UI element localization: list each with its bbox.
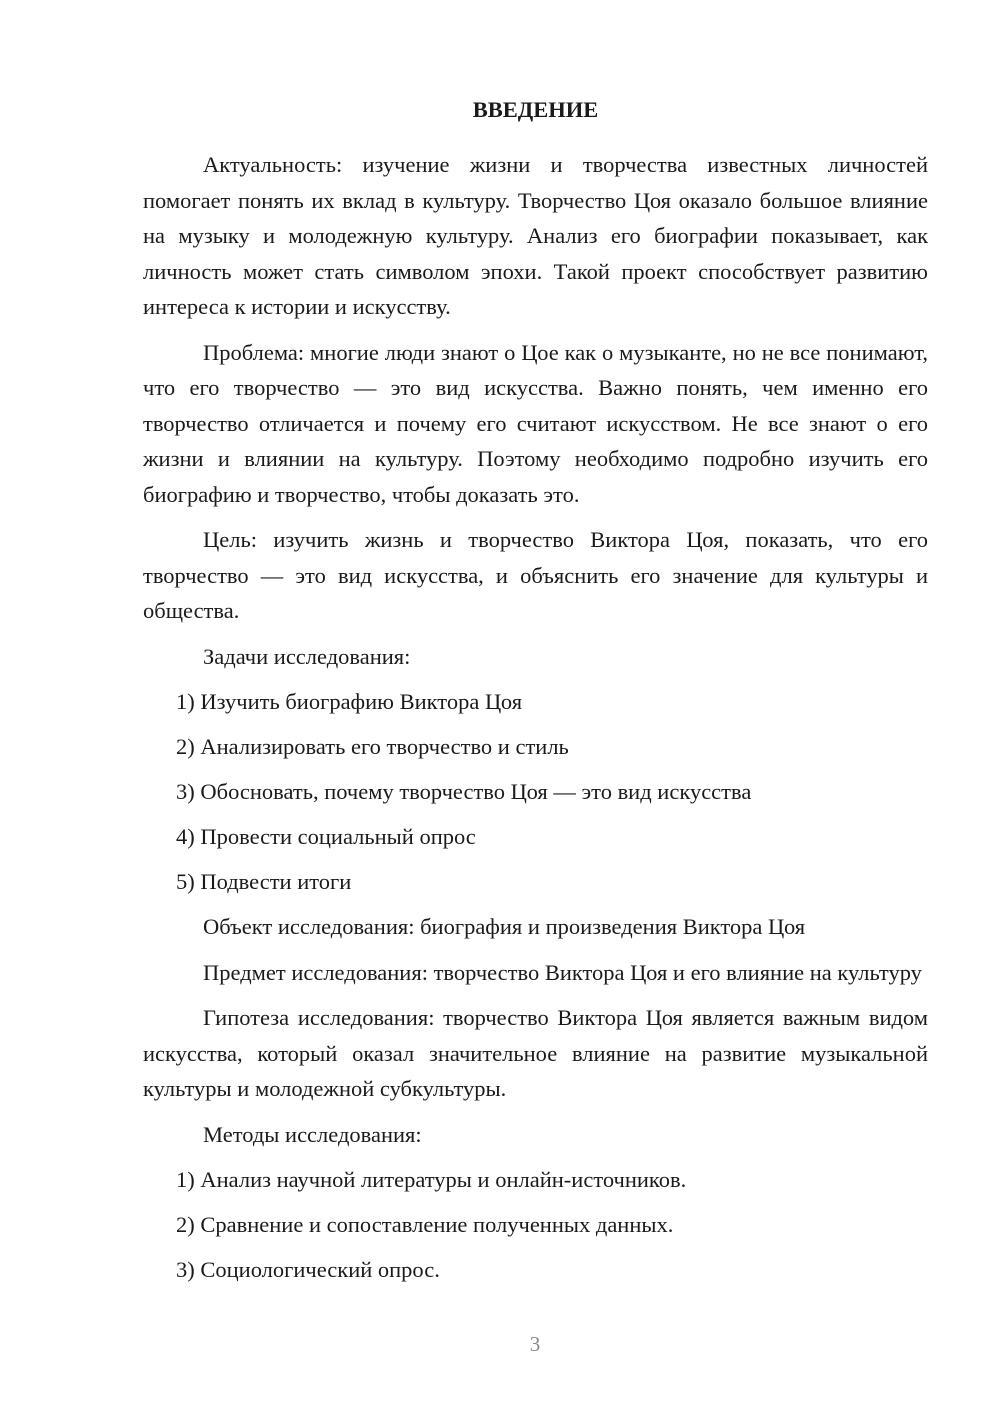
section-title: ВВЕДЕНИЕ <box>472 97 599 122</box>
tasks-list <box>143 684 928 900</box>
task-item: 1) Изучить биографию Виктора Цоя <box>176 689 523 714</box>
method-item: 3) Социологический опрос. <box>176 1257 440 1282</box>
page-number: 3 <box>529 1332 541 1356</box>
object-paragraph: Объект исследования: биография и произведения Виктора Цоя <box>203 914 806 939</box>
page-content <box>143 92 928 1297</box>
problem-paragraph: Проблема: многие люди знают о Цое как о музыканте, но не все понимают, что его творчество — это вид искусства. Важно понять, чем именно его творчество отличается и почему его считают искусством. Не все знают о его жизни и влиянии на культуру. Поэтому необходимо подробно изучить его биографию и творчество, чтобы доказать это. <box>143 339 928 507</box>
task-item: 2) Анализировать его творчество и стиль <box>176 734 569 759</box>
goal-paragraph: Цель: изучить жизнь и творчество Виктора Цоя, показать, что его творчество — это вид искусства, и объяснить его значение для культуры и общества. <box>143 527 928 623</box>
method-item: 1) Анализ научной литературы и онлайн-источников. <box>176 1167 687 1192</box>
subject-paragraph: Предмет исследования: творчество Виктора Цоя и его влияние на культуру <box>203 959 922 985</box>
task-item: 4) Провести социальный опрос <box>176 824 476 849</box>
task-item: 3) Обосновать, почему творчество Цоя — это вид искусства <box>176 779 752 804</box>
methods-list <box>143 1162 928 1288</box>
task-item: 5) Подвести итоги <box>176 869 352 894</box>
tasks-heading: Задачи исследования: <box>203 643 411 669</box>
relevance-paragraph: Актуальность: изучение жизни и творчества известных личностей помогает понять их вклад в культуру. Творчество Цоя оказало большое влияние на музыку и молодежную культуру. Анализ его биографии показывает, как личность может стать символом эпохи. Такой проект способствует развитию интереса к истории и искусству. <box>143 152 928 319</box>
method-item: 2) Сравнение и сопоставление полученных данных. <box>176 1212 674 1237</box>
methods-heading: Методы исследования: <box>203 1121 422 1147</box>
hypothesis-paragraph: Гипотеза исследования: творчество Виктора Цоя является важным видом искусства, который оказал значительное влияние на развитие музыкальной культуры и молодежной субкультуры. <box>143 1005 928 1101</box>
